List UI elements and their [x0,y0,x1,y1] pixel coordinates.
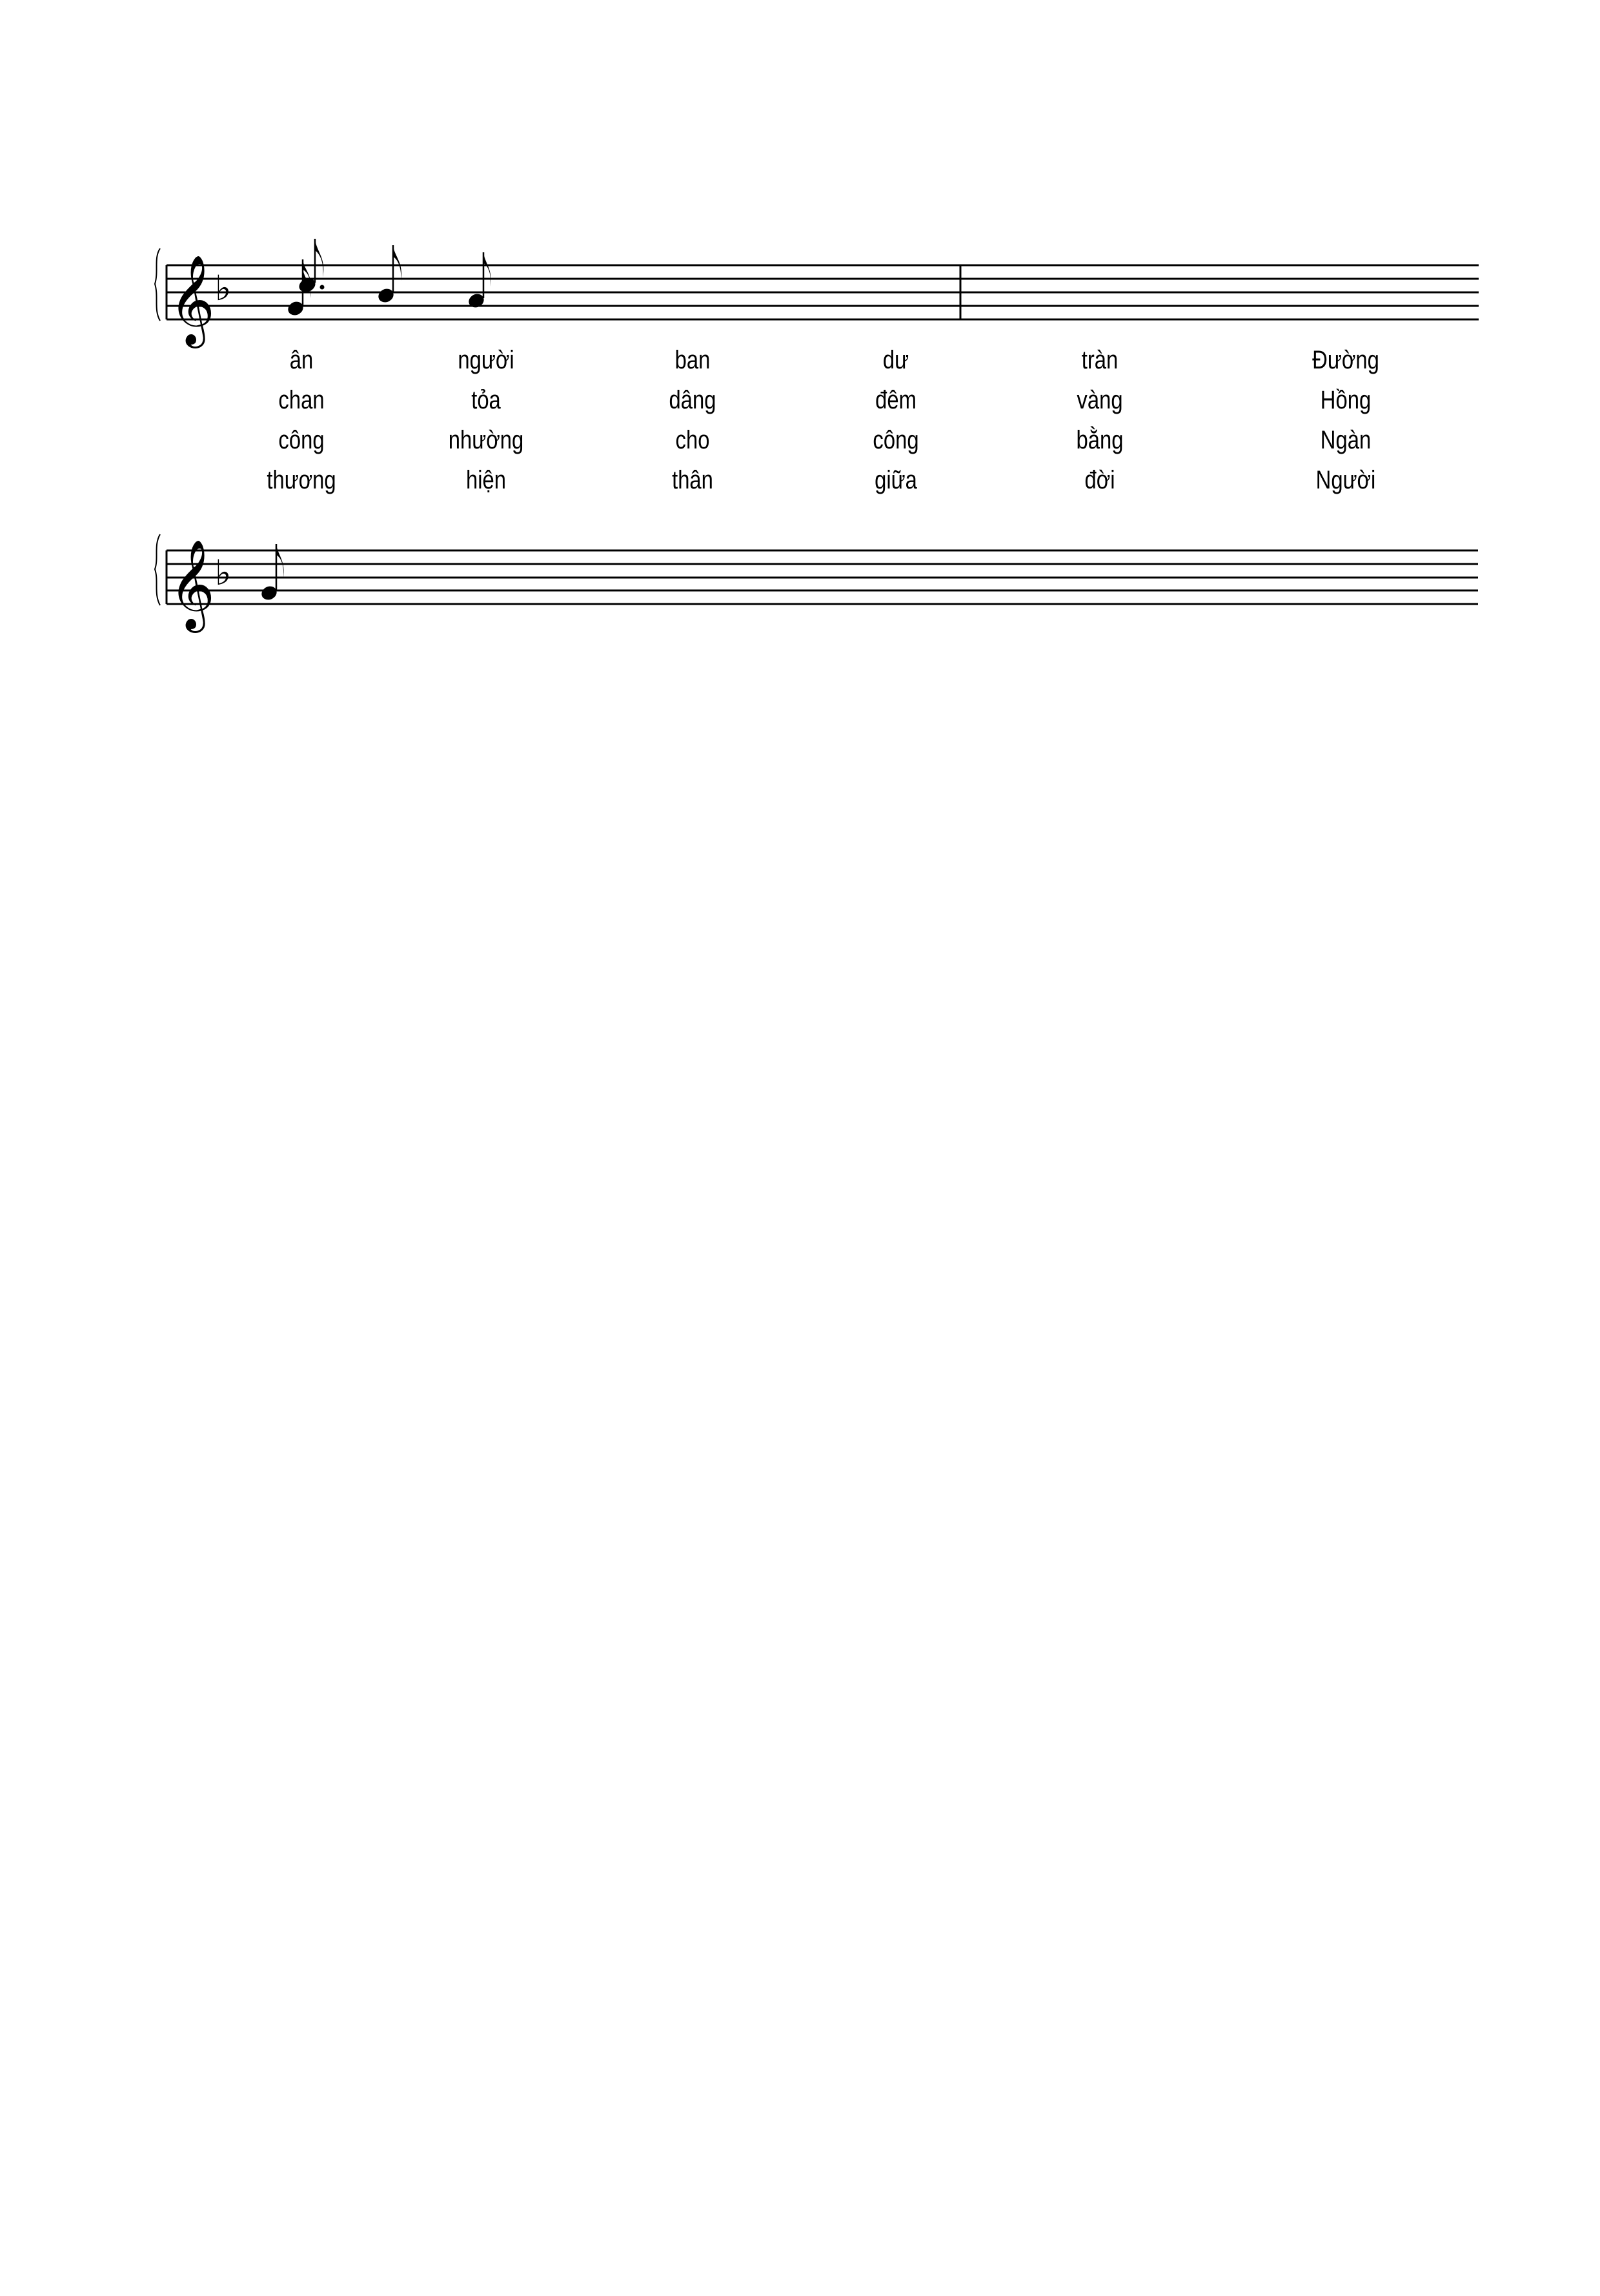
flat-key-signature-icon: ♭ [215,268,232,308]
lyric: thân [672,466,713,494]
lyric: Hồng [1320,386,1372,414]
lyric: Người [1315,466,1376,494]
lyric: công [278,426,325,454]
lyric: công [873,426,919,454]
lyric: thương [267,466,336,494]
lyric: đời [1084,466,1115,494]
treble-clef-icon: 𝄞 [169,255,215,345]
note-g4-eighth [259,544,284,602]
lyric: tràn [1081,346,1119,374]
lyric: vàng [1077,386,1123,414]
lyric: ban [674,346,711,374]
lyric: giữa [875,466,917,494]
lyric: Ngàn [1320,426,1372,454]
lyric: cho [675,426,710,454]
lyric: hiện [465,466,507,494]
lyric: dư [882,346,909,374]
treble-clef-icon: 𝄞 [169,539,215,629]
lyric: nhường [448,426,524,454]
lyric: ân [289,346,314,374]
staff-2-notation [0,0,1600,839]
lyric: dâng [669,386,716,414]
lyric: chan [278,386,325,414]
flat-key-signature-icon: ♭ [215,552,232,593]
brace-icon [155,534,160,605]
lyric: người [458,346,514,374]
lyric: đêm [875,386,916,414]
lyric: Đường [1312,346,1379,374]
lyric: bằng [1076,426,1124,454]
staff-lines [167,550,1478,604]
lyric: tỏa [471,386,501,414]
